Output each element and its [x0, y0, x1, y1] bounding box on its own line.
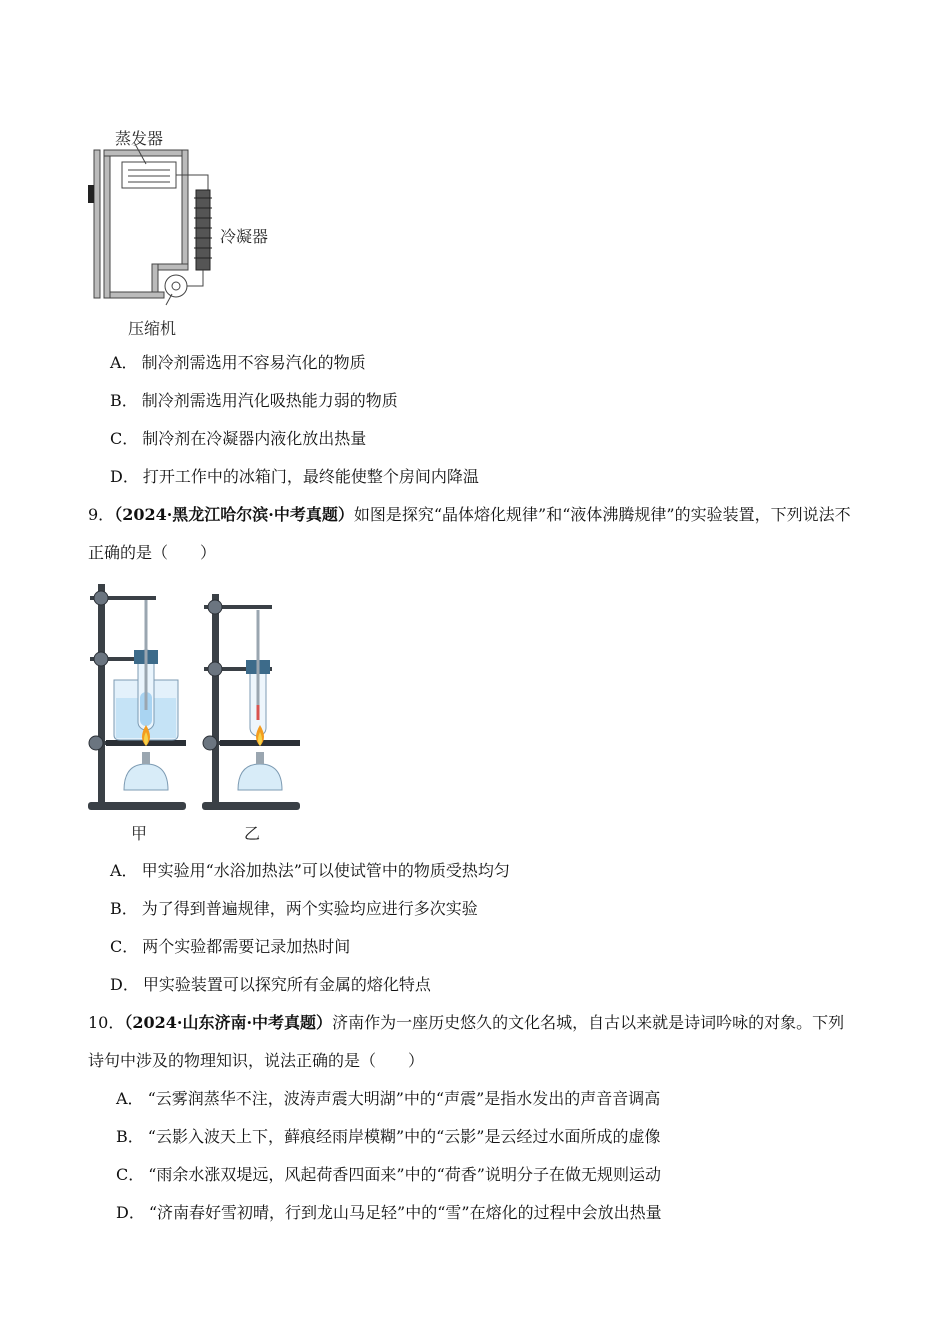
option-text: “云影入波天上下，藓痕经雨岸模糊”中的“云影”是云经过水面所成的虚像 — [147, 1127, 661, 1146]
condenser-label: 冷凝器 — [220, 227, 269, 246]
option-letter: B． — [116, 1127, 144, 1146]
option-letter: D． — [110, 975, 139, 994]
q9-stem-line1 — [88, 496, 878, 534]
q9-option-b — [110, 899, 478, 919]
option-text: 制冷剂需选用汽化吸热能力弱的物质 — [141, 391, 398, 410]
option-letter: D． — [116, 1203, 145, 1222]
option-text: 制冷剂在冷凝器内液化放出热量 — [142, 429, 367, 448]
option-letter: C． — [116, 1165, 145, 1184]
option-text: 两个实验都需要记录加热时间 — [142, 937, 351, 956]
q10-number: 10． — [88, 1013, 125, 1032]
option-text: 制冷剂需选用不容易汽化的物质 — [141, 353, 366, 372]
option-text: 甲实验用“水浴加热法”可以使试管中的物质受热均匀 — [141, 861, 510, 880]
heating-apparatus-diagram — [86, 580, 306, 816]
option-text: 打开工作中的冰箱门，最终能使整个房间内降温 — [142, 467, 479, 486]
q10-option-d — [116, 1203, 662, 1223]
q9-number: 9． — [88, 505, 115, 524]
q9-stem-text1: 如图是探究“晶体熔化规律”和“液体沸腾规律”的实验装置，下列说法不 — [353, 505, 851, 524]
q10-source: （2024·山东济南·中考真题） — [124, 1013, 333, 1032]
option-letter: C． — [110, 429, 139, 448]
option-text: “济南春好雪初晴，行到龙山马足轻”中的“雪”在熔化的过程中会放出热量 — [148, 1203, 662, 1222]
evaporator-label: 蒸发器 — [115, 129, 164, 148]
q10-stem-line2: 诗句中涉及的物理知识，说法正确的是（ ） — [88, 1051, 425, 1070]
q9-option-c — [110, 937, 350, 957]
q10-option-b — [116, 1127, 661, 1147]
option-letter: B． — [110, 391, 138, 410]
option-letter: D． — [110, 467, 139, 486]
q10-stem-text1: 济南作为一座历史悠久的文化名城，自古以来就是诗词吟咏的对象。下列 — [332, 1013, 845, 1032]
q9-option-a — [110, 861, 510, 881]
option-text: “云雾润蒸华不注，波涛声震大明湖”中的“声震”是指水发出的声音音调高 — [147, 1089, 661, 1108]
option-text: 甲实验装置可以探究所有金属的熔化特点 — [142, 975, 431, 994]
option-text: “雨余水涨双堤远，风起荷香四面来”中的“荷香”说明分子在做无规则运动 — [148, 1165, 661, 1184]
q9-source: （2024·黑龙江哈尔滨·中考真题） — [114, 505, 354, 524]
compressor-label: 压缩机 — [128, 319, 177, 338]
option-letter: A． — [116, 1089, 144, 1108]
q8-option-a — [110, 353, 366, 373]
q10-option-a — [116, 1089, 660, 1109]
q8-option-c — [110, 429, 366, 449]
option-letter: A． — [110, 861, 138, 880]
q10-stem — [88, 1004, 878, 1080]
jia-label: 甲 — [131, 824, 148, 843]
option-text: 为了得到普遍规律，两个实验均应进行多次实验 — [141, 899, 478, 918]
q10-option-c — [116, 1165, 661, 1185]
q8-option-b — [110, 391, 398, 411]
q8-option-d — [110, 467, 479, 487]
option-letter: C． — [110, 937, 139, 956]
q10-stem-line1 — [88, 1004, 878, 1042]
q9-stem — [88, 496, 878, 572]
q9-option-d — [110, 975, 431, 995]
q9-stem-line2: 正确的是（ ） — [88, 543, 217, 562]
option-letter: B． — [110, 899, 138, 918]
yi-label: 乙 — [244, 824, 261, 843]
option-letter: A． — [110, 353, 138, 372]
